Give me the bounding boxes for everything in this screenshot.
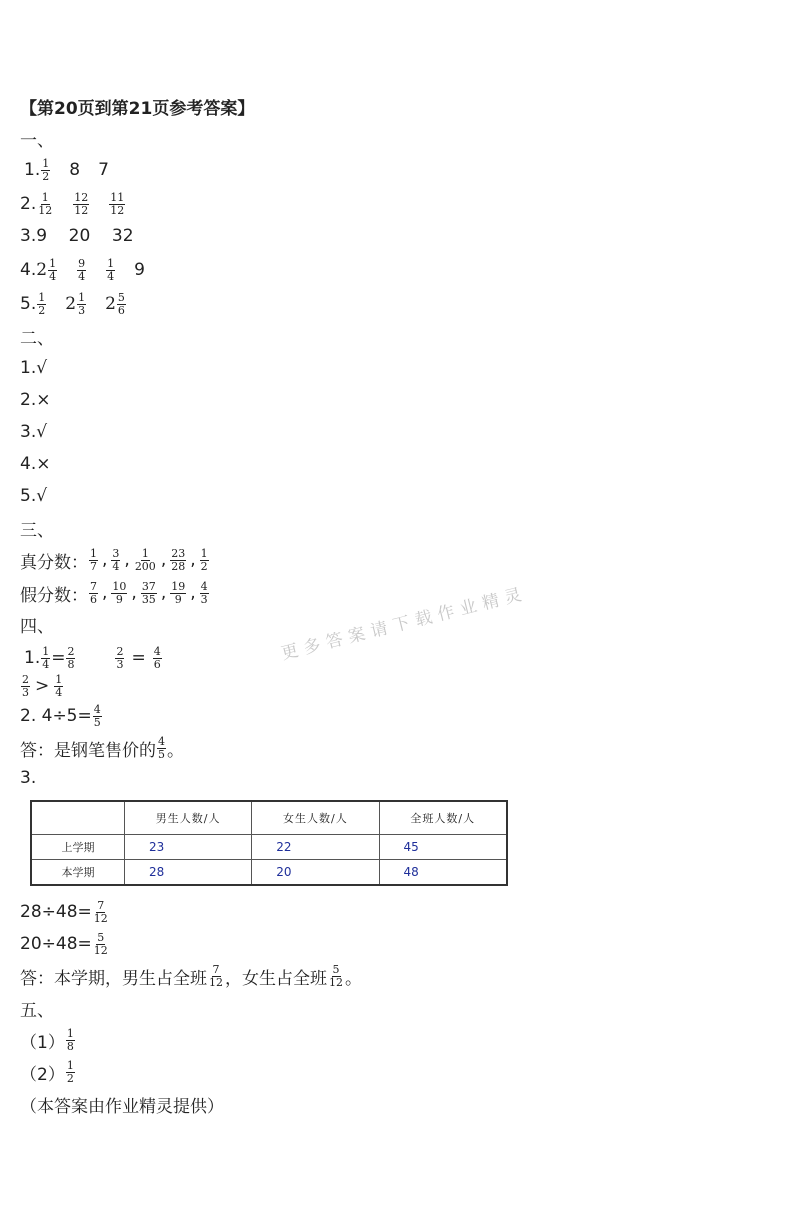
separator: ,: [131, 583, 137, 603]
proper-fraction: $\frac{23}{28}$: [171, 546, 186, 573]
s2-item: 1.√: [20, 358, 48, 378]
proper-fraction: $\frac{1}{200}$: [134, 546, 156, 573]
s4-answer-1: [20, 732, 184, 764]
s4-q1a-right: $\frac{2}{8}$: [67, 644, 75, 671]
separator: ,: [160, 550, 167, 570]
table-cell: 20: [252, 860, 379, 886]
s1-q2-fraction-a: $\frac{1}{12}$: [38, 190, 53, 217]
separator: ,: [102, 550, 108, 570]
s4-q1c-left: $\frac{2}{3}$: [22, 672, 29, 699]
improper-fraction: $\frac{4}{3}$: [200, 579, 208, 606]
s4-q2-result: $\frac{4}{5}$: [93, 702, 101, 729]
separator: ,: [102, 583, 108, 603]
s1-q5-mixed-number-2: 2 $\frac{5}{6}$: [105, 290, 125, 317]
s1-q1-value-3: 7: [98, 160, 109, 180]
s1-q1-label: 1.: [24, 160, 41, 180]
s4-q1b-left: $\frac{2}{3}$: [116, 644, 124, 671]
s1-q4: [20, 254, 145, 286]
table-header-cell: 男生人数/人: [125, 801, 252, 835]
s4-calc-2-expression: 20÷48=: [20, 934, 92, 954]
watermark: 更多答案请下载作业精灵: [279, 583, 530, 665]
student-count-table: [30, 800, 508, 886]
improper-fraction: $\frac{19}{9}$: [171, 579, 186, 606]
s2-item: 3.√: [20, 422, 48, 442]
table-row-label: 上学期: [31, 835, 125, 860]
s4-answer-1-text: 答：是钢笔售价的: [20, 740, 156, 761]
s4-answer-2: [20, 960, 362, 992]
s1-q4-fraction-c: $\frac{1}{4}$: [107, 256, 115, 283]
improper-fraction: $\frac{37}{35}$: [141, 579, 156, 606]
separator: ,: [190, 550, 196, 570]
section-4-heading: 四、: [20, 616, 54, 637]
s1-q5-fraction-a: $\frac{1}{2}$: [38, 290, 46, 317]
s4-q1a-left: $\frac{1}{4}$: [42, 644, 50, 671]
improper-fractions-line: [20, 577, 210, 609]
footer-note: （本答案由作业精灵提供）: [20, 1096, 224, 1117]
improper-fractions-label: 假分数：: [20, 585, 88, 606]
section-2-heading: 二、: [20, 328, 54, 349]
section-1-heading: 一、: [20, 130, 54, 151]
s1-q4-label: 4.: [20, 260, 37, 280]
s5-q2-label: （2）: [20, 1064, 65, 1085]
s5-q1-fraction: $\frac{1}{8}$: [66, 1026, 74, 1053]
s4-q1b-right: $\frac{4}{6}$: [153, 644, 161, 671]
s1-q4-fraction-b: $\frac{9}{4}$: [78, 256, 86, 283]
s2-item: 5.√: [20, 486, 48, 506]
s4-answer-2-end: 。: [345, 968, 362, 989]
s4-answer-2-girls-fraction: $\frac{5}{12}$: [329, 962, 343, 989]
s4-q3-label: 3.: [20, 768, 37, 788]
page-title: 【第20页到第21页参考答案】: [20, 98, 255, 119]
s4-answer-1-end: 。: [167, 740, 184, 761]
section-5-heading: 五、: [20, 1000, 54, 1021]
s1-q2-fraction-b: $\frac{12}{12}$: [74, 190, 89, 217]
s4-answer-1-fraction: $\frac{4}{5}$: [158, 734, 165, 761]
section-3-heading: 三、: [20, 520, 54, 541]
s1-q1-fraction: $\frac{1}{2}$: [42, 156, 50, 183]
proper-fractions-list: [88, 548, 210, 573]
s4-q2-expression: 2. 4÷5=: [20, 706, 92, 726]
table-cell: 48: [379, 860, 507, 886]
s4-calc-1-result: $\frac{7}{12}$: [93, 898, 108, 925]
proper-fractions-line: [20, 544, 210, 576]
s4-q2: [20, 700, 103, 732]
s1-q2-fraction-c: $\frac{11}{12}$: [110, 190, 125, 217]
s4-answer-2-pre: 答：本学期，男生占全班: [20, 968, 207, 989]
s4-answer-2-mid: ，女生占全班: [225, 968, 327, 989]
s1-q4-mixed-number: 2 $\frac{1}{4}$: [36, 256, 57, 283]
table-cell: 23: [125, 835, 252, 860]
s2-item: 2.×: [20, 390, 51, 410]
s4-q1c-greater: >: [35, 676, 50, 696]
s1-q1: [24, 154, 109, 186]
table-row-label: 本学期: [31, 860, 125, 886]
s2-item: 4.×: [20, 454, 51, 474]
s1-q2-label: 2.: [20, 194, 37, 214]
s4-calc-2-result: $\frac{5}{12}$: [93, 930, 108, 957]
separator: ,: [190, 583, 196, 603]
s4-q1c-right: $\frac{1}{4}$: [55, 672, 63, 699]
table-cell: 22: [252, 835, 379, 860]
table-header-cell: 全班人数/人: [379, 801, 507, 835]
s4-q1b-equals: =: [131, 648, 146, 668]
table-header-cell: 女生人数/人: [252, 801, 379, 835]
improper-fractions-list: [88, 581, 210, 606]
s5-q2-fraction: $\frac{1}{2}$: [66, 1058, 74, 1085]
table-row: [31, 860, 507, 886]
table-row: [31, 835, 507, 860]
proper-fraction: $\frac{1}{7}$: [90, 546, 97, 573]
s4-calc-1-expression: 28÷48=: [20, 902, 92, 922]
s4-q1c: [20, 670, 64, 702]
s1-q5-mixed-number-1: 2 $\frac{1}{3}$: [65, 290, 86, 317]
table-header-cell: [31, 801, 125, 835]
s4-answer-2-boys-fraction: $\frac{7}{12}$: [209, 962, 223, 989]
s1-q3: [20, 220, 134, 252]
proper-fraction: $\frac{3}{4}$: [112, 546, 120, 573]
s4-calc-2: [20, 928, 110, 960]
s5-q1-label: （1）: [20, 1032, 65, 1053]
s1-q3-values: 9 20 32: [36, 226, 134, 246]
table-header-row: [31, 801, 507, 835]
separator: ,: [160, 583, 167, 603]
proper-fractions-label: 真分数：: [20, 552, 88, 573]
s1-q4-value: 9: [134, 260, 145, 280]
s1-q5-label: 5.: [20, 294, 37, 314]
s4-calc-1: [20, 896, 110, 928]
separator: ,: [124, 550, 130, 570]
s4-q1-label: 1.: [24, 648, 41, 668]
s5-q2: [20, 1056, 76, 1088]
s4-q1a-equals: =: [51, 648, 66, 668]
table-cell: 28: [125, 860, 252, 886]
s1-q2: [20, 188, 126, 220]
s1-q1-value-2: 8: [69, 160, 81, 180]
proper-fraction: $\frac{1}{2}$: [200, 546, 208, 573]
s1-q5: [20, 288, 127, 320]
s1-q3-label: 3.: [20, 226, 37, 246]
table-cell: 45: [379, 835, 507, 860]
s5-q1: [20, 1024, 76, 1056]
improper-fraction: $\frac{7}{6}$: [90, 579, 97, 606]
improper-fraction: $\frac{10}{9}$: [112, 579, 127, 606]
